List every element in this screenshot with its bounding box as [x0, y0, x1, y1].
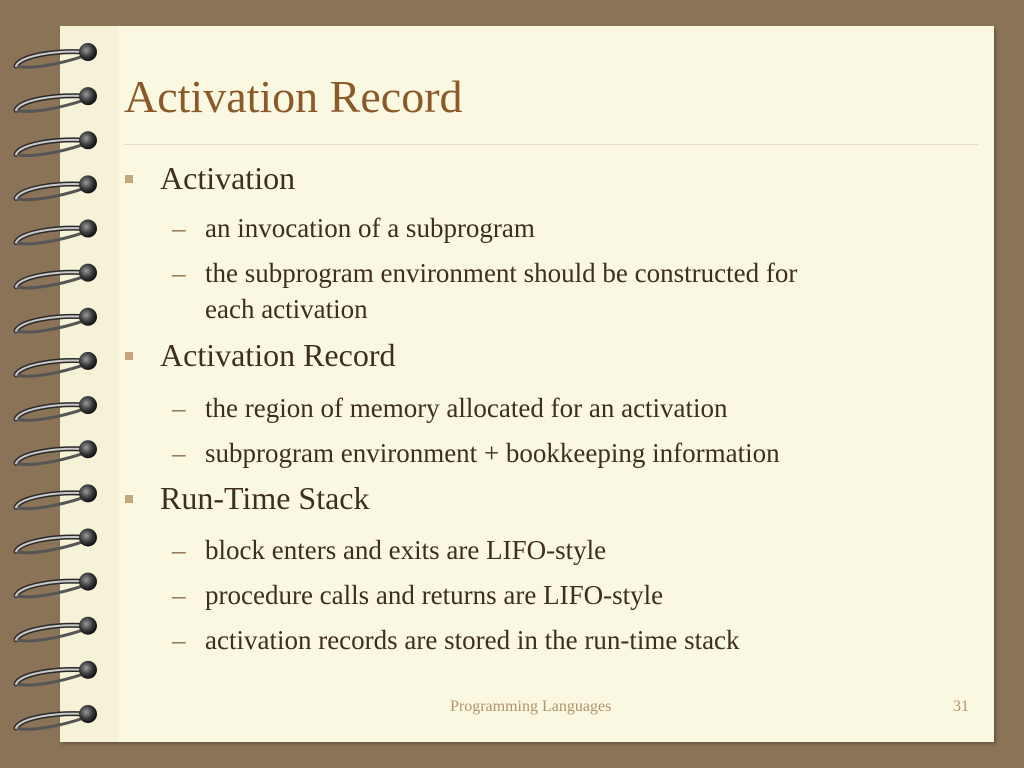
sub-item: subprogram environment + bookkeeping information [205, 438, 780, 468]
sub-item: the region of memory allocated for an activation [205, 393, 728, 423]
sub-item: an invocation of a subprogram [205, 213, 535, 243]
sub-item-line: the subprogram environment should be constructed for [205, 258, 798, 288]
bullet-marker [125, 495, 133, 503]
sub-item: block enters and exits are LIFO-style [205, 535, 607, 565]
dash-marker: – [172, 438, 186, 468]
sub-item-line: each activation [205, 294, 368, 324]
footer-text: Programming Languages [450, 698, 612, 715]
dash-marker: – [172, 625, 186, 655]
dash-marker: – [172, 213, 186, 243]
page-number: 31 [953, 698, 969, 715]
bullet-marker [125, 352, 133, 360]
dash-marker: – [172, 393, 186, 423]
bullet-item: Run-Time Stack [160, 480, 370, 516]
dash-marker: – [172, 258, 186, 288]
sub-item [205, 255, 797, 327]
slide-title: Activation Record [124, 71, 463, 122]
bullet-item: Activation [160, 160, 296, 196]
bullet-item: Activation Record [160, 337, 396, 373]
dash-marker: – [172, 535, 186, 565]
sub-item: activation records are stored in the run-time stack [205, 625, 740, 655]
bullet-marker [125, 175, 133, 183]
dash-marker: – [172, 580, 186, 610]
sub-item: procedure calls and returns are LIFO-style [205, 580, 664, 610]
